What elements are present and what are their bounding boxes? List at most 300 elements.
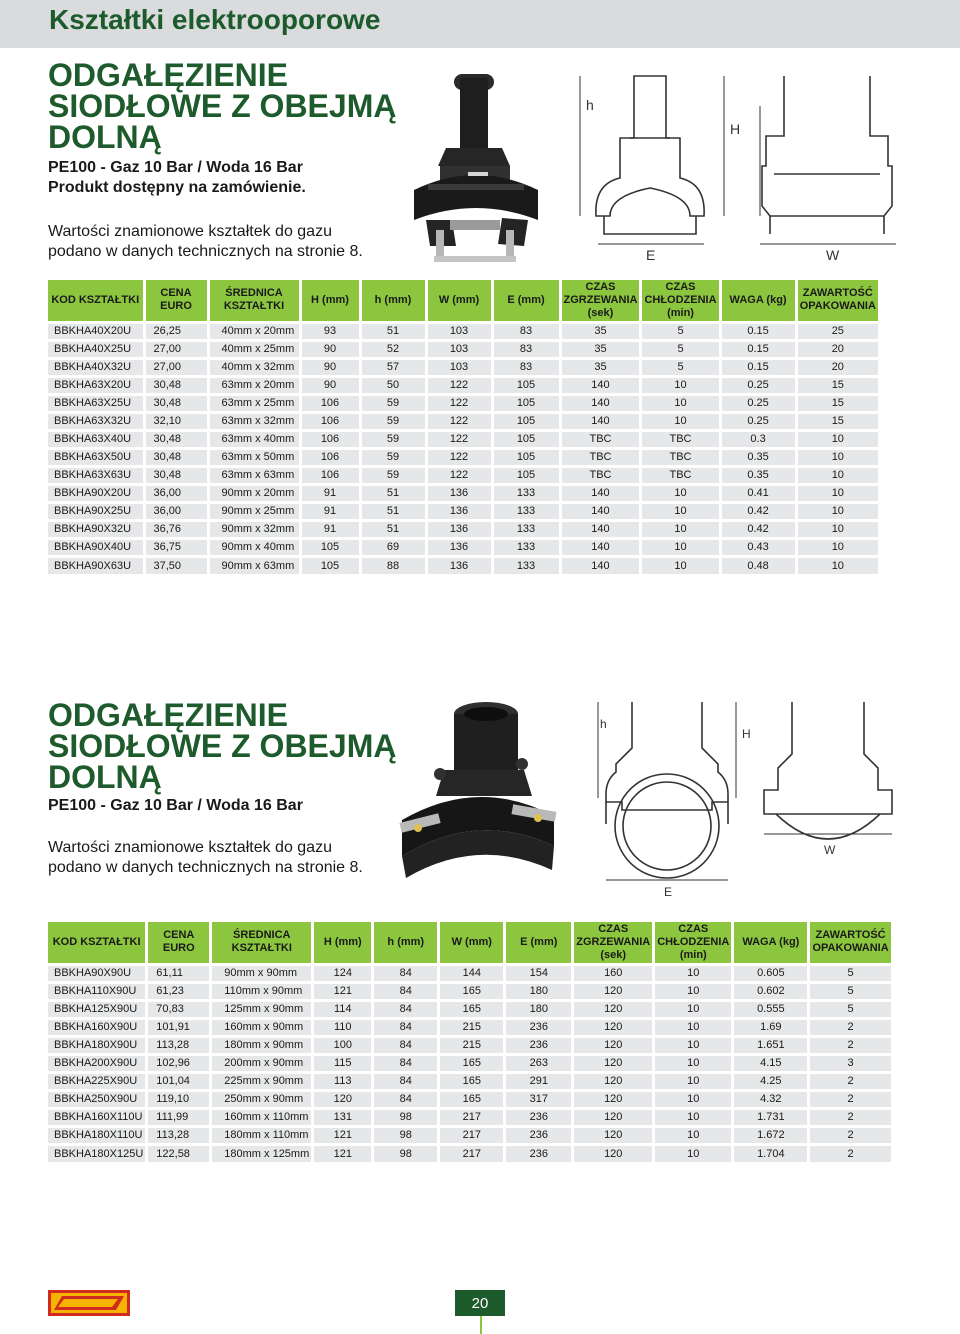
table-cell: 90mm x 63mm — [208, 556, 300, 574]
table-cell: 105 — [492, 376, 560, 394]
table-row — [48, 1000, 891, 1018]
table-cell: 84 — [373, 1036, 439, 1054]
table-cell: 10 — [641, 502, 720, 520]
table-cell: 5 — [809, 1000, 891, 1018]
table-cell: 120 — [573, 1018, 654, 1036]
table-cell: 40mm x 20mm — [208, 322, 300, 340]
table-cell: 91 — [300, 484, 360, 502]
table-cell: 63mm x 50mm — [208, 448, 300, 466]
table-cell: 180 — [505, 982, 573, 1000]
table-cell: 20 — [796, 340, 878, 358]
table-cell: 10 — [654, 1000, 733, 1018]
table-cell: 1.704 — [733, 1144, 809, 1162]
table-cell: 125mm x 90mm — [211, 1000, 313, 1018]
table-cell: 10 — [654, 1144, 733, 1162]
dimension-label-W: W — [824, 843, 836, 857]
column-header — [439, 922, 505, 964]
table-cell: 140 — [560, 484, 641, 502]
table-cell: 225mm x 90mm — [211, 1072, 313, 1090]
column-header-line: (min) — [679, 948, 707, 961]
table-cell: 10 — [654, 1090, 733, 1108]
table-row — [48, 1018, 891, 1036]
table-cell: 236 — [505, 1144, 573, 1162]
table-cell: 105 — [492, 394, 560, 412]
table-cell: 136 — [426, 556, 492, 574]
table-row — [48, 538, 878, 556]
table-cell: 63mm x 25mm — [208, 394, 300, 412]
table-cell: 2 — [809, 1018, 891, 1036]
table-cell: 10 — [654, 1072, 733, 1090]
column-header-line: EURO — [162, 942, 195, 955]
table-cell: 122 — [426, 430, 492, 448]
table-cell: BBKHA250X90U — [48, 1090, 147, 1108]
table-cell: 180mm x 110mm — [211, 1126, 313, 1144]
column-header-line: h (mm) — [374, 293, 412, 306]
column-header — [560, 280, 641, 322]
column-header-line: (sek) — [587, 306, 614, 319]
table-cell: 106 — [300, 430, 360, 448]
table-cell: 32,10 — [144, 412, 208, 430]
table-cell: 105 — [492, 448, 560, 466]
column-header — [144, 280, 208, 322]
column-header — [300, 280, 360, 322]
table-cell: BBKHA180X125U — [48, 1144, 147, 1162]
spec-table-body — [48, 964, 891, 1162]
table-cell: 131 — [313, 1108, 373, 1126]
table-cell: 0.25 — [720, 394, 796, 412]
table-cell: 200mm x 90mm — [211, 1054, 313, 1072]
column-header-line: (sek) — [600, 948, 627, 961]
table-cell: 136 — [426, 502, 492, 520]
table-cell: 70,83 — [147, 1000, 211, 1018]
table-cell: 1.731 — [733, 1108, 809, 1126]
table-cell: 10 — [796, 484, 878, 502]
table-row — [48, 1108, 891, 1126]
column-header-line: ZAWARTOŚĆ — [815, 929, 886, 942]
section2-title-line: SIODŁOWE Z OBEJMĄ — [48, 728, 397, 764]
column-header-line: CZAS — [665, 280, 696, 293]
table-cell: 0.602 — [733, 982, 809, 1000]
table-cell: 36,76 — [144, 520, 208, 538]
table-cell: 236 — [505, 1126, 573, 1144]
table-cell: 111,99 — [147, 1108, 211, 1126]
table-cell: 133 — [492, 502, 560, 520]
table-cell: 84 — [373, 1018, 439, 1036]
table-row — [48, 1072, 891, 1090]
table-cell: 140 — [560, 412, 641, 430]
table-cell: 165 — [439, 982, 505, 1000]
table-cell: BBKHA90X40U — [48, 538, 144, 556]
table-cell: 124 — [313, 964, 373, 982]
table-cell: BBKHA110X90U — [48, 982, 147, 1000]
table-cell: 0.48 — [720, 556, 796, 574]
table-cell: 5 — [641, 322, 720, 340]
table-cell: 90 — [300, 340, 360, 358]
table-cell: 10 — [796, 502, 878, 520]
page-number: 20 — [455, 1290, 505, 1316]
table-cell: 59 — [360, 412, 426, 430]
table-cell: 98 — [373, 1126, 439, 1144]
table-cell: 120 — [573, 1072, 654, 1090]
table-cell: 83 — [492, 322, 560, 340]
table-cell: 36,00 — [144, 502, 208, 520]
dimension-label-E: E — [664, 885, 673, 898]
table-cell: 90mm x 25mm — [208, 502, 300, 520]
table-cell: 50 — [360, 376, 426, 394]
column-header — [641, 280, 720, 322]
table-cell: 91 — [300, 502, 360, 520]
column-header-line: CHŁODZENIA — [657, 935, 730, 948]
table-cell: 121 — [313, 1126, 373, 1144]
table-cell: 10 — [796, 538, 878, 556]
table-cell: BBKHA63X32U — [48, 412, 144, 430]
table-cell: 103 — [426, 322, 492, 340]
table-cell: 90mm x 32mm — [208, 520, 300, 538]
table-cell: 10 — [796, 520, 878, 538]
table-cell: 69 — [360, 538, 426, 556]
column-header-line: OPAKOWANIA — [812, 942, 889, 955]
table-cell: 122 — [426, 376, 492, 394]
table-cell: 37,50 — [144, 556, 208, 574]
table-cell: BBKHA90X20U — [48, 484, 144, 502]
table-cell: 101,91 — [147, 1018, 211, 1036]
table-cell: 106 — [300, 448, 360, 466]
table-cell: 30,48 — [144, 430, 208, 448]
column-header-line: KOD KSZTAŁTKI — [51, 293, 140, 306]
table-cell: 102,96 — [147, 1054, 211, 1072]
table-cell: 105 — [300, 556, 360, 574]
column-header-line: ZAWARTOŚĆ — [802, 287, 873, 300]
table-cell: 180mm x 90mm — [211, 1036, 313, 1054]
section1-subtitle — [48, 158, 306, 198]
table-cell: 120 — [573, 982, 654, 1000]
table-cell: 2 — [809, 1126, 891, 1144]
column-header-line: W (mm) — [438, 293, 480, 306]
section2-note — [48, 838, 363, 878]
table-cell: 30,48 — [144, 466, 208, 484]
table-cell: 10 — [641, 394, 720, 412]
column-header — [360, 280, 426, 322]
dimension-label-H: H — [730, 121, 741, 137]
table-cell: 1.69 — [733, 1018, 809, 1036]
table-cell: 0.25 — [720, 376, 796, 394]
table-cell: BBKHA225X90U — [48, 1072, 147, 1090]
table-cell: 4.25 — [733, 1072, 809, 1090]
table-cell: 5 — [641, 358, 720, 376]
table-cell: 35 — [560, 322, 641, 340]
dimension-label-E: E — [646, 247, 656, 263]
table-cell: 103 — [426, 340, 492, 358]
table-cell: BBKHA40X20U — [48, 322, 144, 340]
section1-note — [48, 222, 363, 262]
section1-title-line: ODGAŁĘZIENIE — [48, 57, 289, 93]
table-cell: 51 — [360, 484, 426, 502]
spec-table-body — [48, 322, 878, 574]
section2-subtitle-line: PE100 - Gaz 10 Bar / Woda 16 Bar — [48, 797, 303, 814]
table-cell: 133 — [492, 520, 560, 538]
column-header-line: CENA — [160, 287, 192, 300]
top-header-band — [0, 0, 960, 48]
table-cell: 0.43 — [720, 538, 796, 556]
table-cell: 165 — [439, 1054, 505, 1072]
column-header — [720, 280, 796, 322]
column-header — [809, 922, 891, 964]
table-cell: 0.15 — [720, 358, 796, 376]
column-header-line: H (mm) — [311, 293, 349, 306]
table-cell: 59 — [360, 448, 426, 466]
table-cell: 120 — [313, 1090, 373, 1108]
table-cell: 120 — [573, 1090, 654, 1108]
column-header-line: WAGA (kg) — [742, 935, 800, 948]
column-header-line: CENA — [163, 929, 195, 942]
table-cell: 30,48 — [144, 376, 208, 394]
table-cell: 101,04 — [147, 1072, 211, 1090]
table-row — [48, 1126, 891, 1144]
table-cell: 140 — [560, 376, 641, 394]
table-cell: 2 — [809, 1108, 891, 1126]
table-cell: 98 — [373, 1144, 439, 1162]
table-cell: 165 — [439, 1090, 505, 1108]
column-header-line: E (mm) — [520, 935, 558, 948]
column-header-line: CZAS — [678, 922, 709, 935]
table-cell: BBKHA180X90U — [48, 1036, 147, 1054]
section1-subtitle-line: Produkt dostępny na zamówienie. — [48, 179, 306, 196]
table-cell: 110mm x 90mm — [211, 982, 313, 1000]
table-cell: 165 — [439, 1000, 505, 1018]
table-cell: 10 — [641, 376, 720, 394]
table-cell: 2 — [809, 1144, 891, 1162]
table-cell: 1.651 — [733, 1036, 809, 1054]
table-cell: 165 — [439, 1072, 505, 1090]
table-cell: 120 — [573, 1000, 654, 1018]
table-cell: 2 — [809, 1072, 891, 1090]
table-cell: 10 — [796, 430, 878, 448]
section2-subtitle — [48, 796, 303, 816]
table-row — [48, 982, 891, 1000]
column-header-line: h (mm) — [387, 935, 425, 948]
table-cell: 0.25 — [720, 412, 796, 430]
table-cell: 0.41 — [720, 484, 796, 502]
table-cell: 59 — [360, 466, 426, 484]
table-cell: 36,00 — [144, 484, 208, 502]
column-header-line: EURO — [160, 300, 192, 313]
table-cell: 103 — [426, 358, 492, 376]
table-cell: TBC — [641, 466, 720, 484]
column-header-line: CZAS — [585, 280, 616, 293]
table-cell: 236 — [505, 1036, 573, 1054]
table-cell: 30,48 — [144, 394, 208, 412]
table-cell: 0.605 — [733, 964, 809, 982]
table-row — [48, 520, 878, 538]
table-cell: 120 — [573, 1126, 654, 1144]
table-cell: 27,00 — [144, 340, 208, 358]
table-cell: 140 — [560, 538, 641, 556]
table-cell: 0.35 — [720, 448, 796, 466]
column-header-line: ŚREDNICA — [225, 287, 283, 300]
table-cell: 236 — [505, 1018, 573, 1036]
table-cell: TBC — [560, 448, 641, 466]
table-cell: 26,25 — [144, 322, 208, 340]
table-cell: 10 — [654, 1018, 733, 1036]
column-header — [654, 922, 733, 964]
table-cell: 84 — [373, 1000, 439, 1018]
table-cell: 120 — [573, 1036, 654, 1054]
table-cell: 35 — [560, 358, 641, 376]
column-header-line: KSZTAŁTKI — [223, 300, 285, 313]
section1-title — [48, 57, 397, 155]
table-cell: 121 — [313, 982, 373, 1000]
table-cell: 15 — [796, 394, 878, 412]
table-cell: 291 — [505, 1072, 573, 1090]
table-cell: 10 — [641, 520, 720, 538]
table-cell: 105 — [300, 538, 360, 556]
column-header — [426, 280, 492, 322]
table-cell: 136 — [426, 484, 492, 502]
page-header-title: Kształtki elektrooporowe — [49, 4, 381, 35]
table-cell: 10 — [654, 1108, 733, 1126]
table-cell: BBKHA63X25U — [48, 394, 144, 412]
table-cell: BBKHA160X90U — [48, 1018, 147, 1036]
table-cell: BBKHA63X50U — [48, 448, 144, 466]
table-cell: 119,10 — [147, 1090, 211, 1108]
table-cell: 51 — [360, 520, 426, 538]
table-cell: 217 — [439, 1108, 505, 1126]
column-header — [733, 922, 809, 964]
table-cell: 98 — [373, 1108, 439, 1126]
table-cell: 215 — [439, 1036, 505, 1054]
section1-note-line: podano w danych technicznych na stronie 8. — [48, 243, 363, 260]
table-cell: 0.3 — [720, 430, 796, 448]
column-header-line: H (mm) — [323, 935, 362, 948]
table-row — [48, 1090, 891, 1108]
table-cell: 51 — [360, 322, 426, 340]
table-cell: 122 — [426, 394, 492, 412]
spec-table-1 — [48, 280, 878, 574]
column-header-line: CZAS — [598, 922, 629, 935]
table-cell: 180 — [505, 1000, 573, 1018]
section2-note-line: Wartości znamionowe kształtek do gazu — [48, 839, 332, 856]
table-cell: 136 — [426, 538, 492, 556]
table-cell: 140 — [560, 394, 641, 412]
table-cell: 83 — [492, 340, 560, 358]
table-cell: 140 — [560, 502, 641, 520]
section2-title — [48, 697, 397, 795]
column-header — [208, 280, 300, 322]
table-cell: 90mm x 20mm — [208, 484, 300, 502]
table-cell: 84 — [373, 982, 439, 1000]
table-cell: BBKHA90X90U — [48, 964, 147, 982]
table-cell: 90mm x 40mm — [208, 538, 300, 556]
table-cell: 100 — [313, 1036, 373, 1054]
table-cell: 5 — [809, 964, 891, 982]
table-cell: 105 — [492, 466, 560, 484]
column-header-line: ŚREDNICA — [233, 929, 291, 942]
table-cell: BBKHA63X20U — [48, 376, 144, 394]
table-cell: 215 — [439, 1018, 505, 1036]
table-cell: 160mm x 90mm — [211, 1018, 313, 1036]
table-cell: 10 — [654, 1036, 733, 1054]
table-cell: 51 — [360, 502, 426, 520]
table-cell: 317 — [505, 1090, 573, 1108]
table-cell: 160 — [573, 964, 654, 982]
dimension-label-W: W — [826, 247, 840, 263]
table-cell: 40mm x 25mm — [208, 340, 300, 358]
spec-table-header-row — [48, 280, 878, 322]
table-row — [48, 1144, 891, 1162]
column-header-line: OPAKOWANIA — [799, 300, 876, 313]
table-cell: 25 — [796, 322, 878, 340]
table-cell: BBKHA40X32U — [48, 358, 144, 376]
column-header — [48, 280, 144, 322]
table-cell: 115 — [313, 1054, 373, 1072]
section2-note-line: podano w danych technicznych na stronie 8. — [48, 859, 363, 876]
column-header-line: KOD KSZTAŁTKI — [52, 935, 141, 948]
table-cell: 140 — [560, 520, 641, 538]
table-cell: 10 — [641, 484, 720, 502]
column-header-line: CHŁODZENIA — [644, 293, 717, 306]
table-cell: 35 — [560, 340, 641, 358]
table-cell: BBKHA125X90U — [48, 1000, 147, 1018]
table-cell: 27,00 — [144, 358, 208, 376]
table-cell: 217 — [439, 1126, 505, 1144]
dimension-label-h: h — [600, 717, 607, 731]
column-header-line: W (mm) — [451, 935, 492, 948]
table-cell: BBKHA90X63U — [48, 556, 144, 574]
column-header — [313, 922, 373, 964]
dimension-drawing-section1 — [574, 66, 914, 266]
table-cell: 113 — [313, 1072, 373, 1090]
column-header — [147, 922, 211, 964]
table-cell: 93 — [300, 322, 360, 340]
table-cell: 0.35 — [720, 466, 796, 484]
table-cell: 217 — [439, 1144, 505, 1162]
table-cell: 59 — [360, 430, 426, 448]
table-cell: 263 — [505, 1054, 573, 1072]
table-cell: 0.555 — [733, 1000, 809, 1018]
table-cell: 120 — [573, 1054, 654, 1072]
table-row — [48, 466, 878, 484]
table-cell: TBC — [641, 430, 720, 448]
table-cell: 40mm x 32mm — [208, 358, 300, 376]
table-cell: 5 — [809, 982, 891, 1000]
table-cell: 154 — [505, 964, 573, 982]
table-cell: 2 — [809, 1090, 891, 1108]
table-cell: 0.42 — [720, 502, 796, 520]
dimension-label-h: h — [586, 97, 594, 113]
table-cell: 113,28 — [147, 1036, 211, 1054]
column-header — [492, 280, 560, 322]
table-cell: 133 — [492, 556, 560, 574]
table-cell: 10 — [796, 556, 878, 574]
table-cell: 84 — [373, 1054, 439, 1072]
table-cell: 5 — [641, 340, 720, 358]
column-header-line: ZGRZEWANIA — [563, 293, 638, 306]
column-header — [505, 922, 573, 964]
table-row — [48, 340, 878, 358]
table-row — [48, 376, 878, 394]
section1-title-line: SIODŁOWE Z OBEJMĄ — [48, 88, 397, 124]
table-cell: 10 — [641, 556, 720, 574]
product-image-saddle-large — [392, 700, 564, 890]
table-cell: BBKHA90X32U — [48, 520, 144, 538]
section1-subtitle-line: PE100 - Gaz 10 Bar / Woda 16 Bar — [48, 159, 303, 176]
column-header-line: WAGA (kg) — [729, 293, 787, 306]
table-cell: 83 — [492, 358, 560, 376]
spec-table-header-row — [48, 922, 891, 964]
section2-title-line: ODGAŁĘZIENIE — [48, 697, 289, 733]
table-cell: 0.42 — [720, 520, 796, 538]
table-cell: 2 — [809, 1036, 891, 1054]
